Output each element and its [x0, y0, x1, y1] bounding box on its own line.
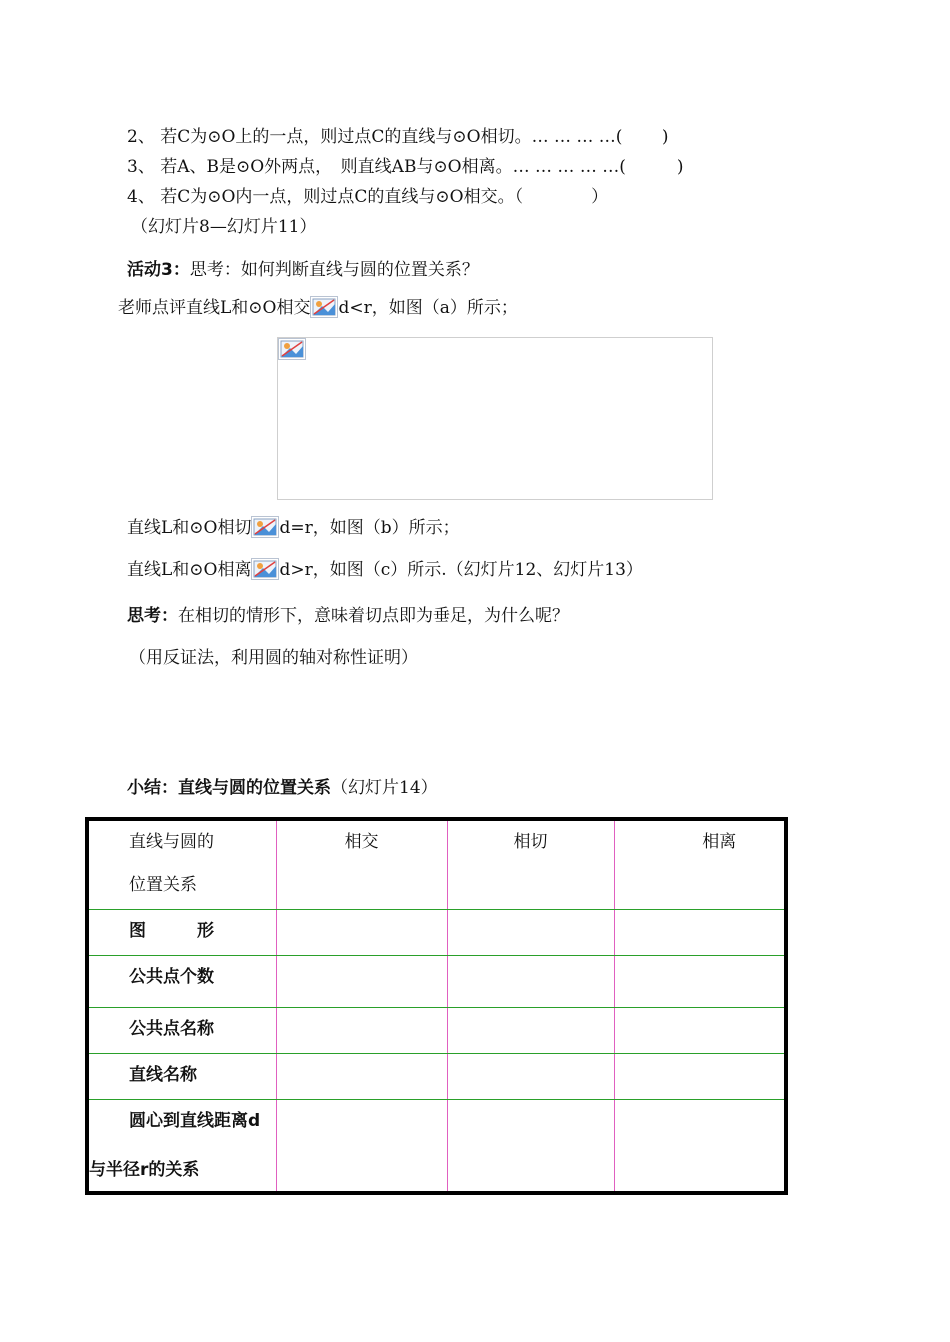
table-cell	[447, 1053, 614, 1099]
table-cell	[276, 1007, 447, 1053]
table-row	[87, 1007, 786, 1053]
col-tangent	[447, 819, 614, 909]
tangent-text-b: d=r，如图（b）所示；	[279, 518, 460, 538]
figure-a-placeholder	[277, 337, 713, 500]
row-distance-line-2: 与半径r的关系	[89, 1159, 200, 1180]
table-cell	[614, 1099, 786, 1193]
summary-heading	[127, 776, 438, 800]
broken-image-icon	[251, 516, 279, 538]
question-4: 4、 若C为⊙O内一点，则过点C的直线与⊙O相交。（ ）	[127, 187, 609, 207]
table-cell	[447, 1007, 614, 1053]
think-label: 思考：	[127, 606, 178, 626]
row-figure-label: 图 形	[87, 909, 276, 955]
table-cell	[447, 1099, 614, 1193]
summary-slides: （幻灯片14）	[331, 778, 438, 798]
table-row	[87, 819, 786, 909]
table-cell	[276, 1099, 447, 1193]
question-3: 3、 若A、B是⊙O外两点， 则直线AB与⊙O相离。… … … … …( )	[127, 157, 684, 177]
table-header-cell	[87, 819, 276, 909]
table-row	[87, 1099, 786, 1193]
col-tangent-label: 相切	[513, 832, 548, 852]
row-common-count-label: 公共点个数	[87, 955, 276, 1007]
col-apart	[614, 819, 786, 909]
table-cell	[276, 909, 447, 955]
teacher-comment-text-a: 老师点评直线L和⊙O相交	[118, 298, 311, 318]
table-cell	[614, 1053, 786, 1099]
think-line	[127, 604, 569, 628]
table-cell	[614, 1007, 786, 1053]
apart-line	[127, 558, 643, 582]
teacher-comment	[118, 296, 518, 320]
table-cell	[447, 955, 614, 1007]
apart-text-b: d>r，如图（c）所示.（幻灯片12、幻灯片13）	[279, 560, 643, 580]
col-intersect	[276, 819, 447, 909]
broken-image-icon	[251, 558, 279, 580]
activity-3	[127, 258, 479, 282]
broken-image-icon	[310, 296, 338, 318]
slides-note-1: （幻灯片8—幻灯片11）	[131, 217, 317, 237]
table-row	[87, 1053, 786, 1099]
header-label-line-1: 直线与圆的	[129, 832, 214, 852]
table-row	[87, 909, 786, 955]
table-row	[87, 955, 786, 1007]
table-cell	[276, 1053, 447, 1099]
think-text: 在相切的情形下，意味着切点即为垂足，为什么呢？	[178, 606, 569, 626]
col-apart-label: 相离	[702, 832, 737, 852]
apart-text-a: 直线L和⊙O相离	[127, 560, 252, 580]
tangent-text-a: 直线L和⊙O相切	[127, 518, 252, 538]
row-distance-label	[87, 1099, 276, 1193]
table-cell	[614, 909, 786, 955]
col-intersect-label: 相交	[344, 832, 379, 852]
proof-hint: （用反证法，利用圆的轴对称性证明）	[129, 648, 418, 668]
activity-3-label: 活动3：	[127, 260, 190, 280]
table-cell	[614, 955, 786, 1007]
header-label-line-2: 位置关系	[129, 875, 197, 895]
summary-table	[85, 817, 788, 1195]
row-line-name-label: 直线名称	[87, 1053, 276, 1099]
activity-3-text: 思考：如何判断直线与圆的位置关系？	[189, 260, 479, 280]
table-cell	[276, 955, 447, 1007]
row-distance-line-1: 圆心到直线距离d	[129, 1110, 261, 1131]
question-2: 2、 若C为⊙O上的一点，则过点C的直线与⊙O相切。… … … …( )	[127, 127, 669, 147]
tangent-line	[127, 516, 460, 540]
teacher-comment-text-b: d<r，如图（a）所示；	[338, 298, 518, 318]
summary-label: 小结：直线与圆的位置关系	[127, 778, 331, 798]
broken-image-icon	[278, 338, 306, 360]
table-cell	[447, 909, 614, 955]
row-common-name-label: 公共点名称	[87, 1007, 276, 1053]
